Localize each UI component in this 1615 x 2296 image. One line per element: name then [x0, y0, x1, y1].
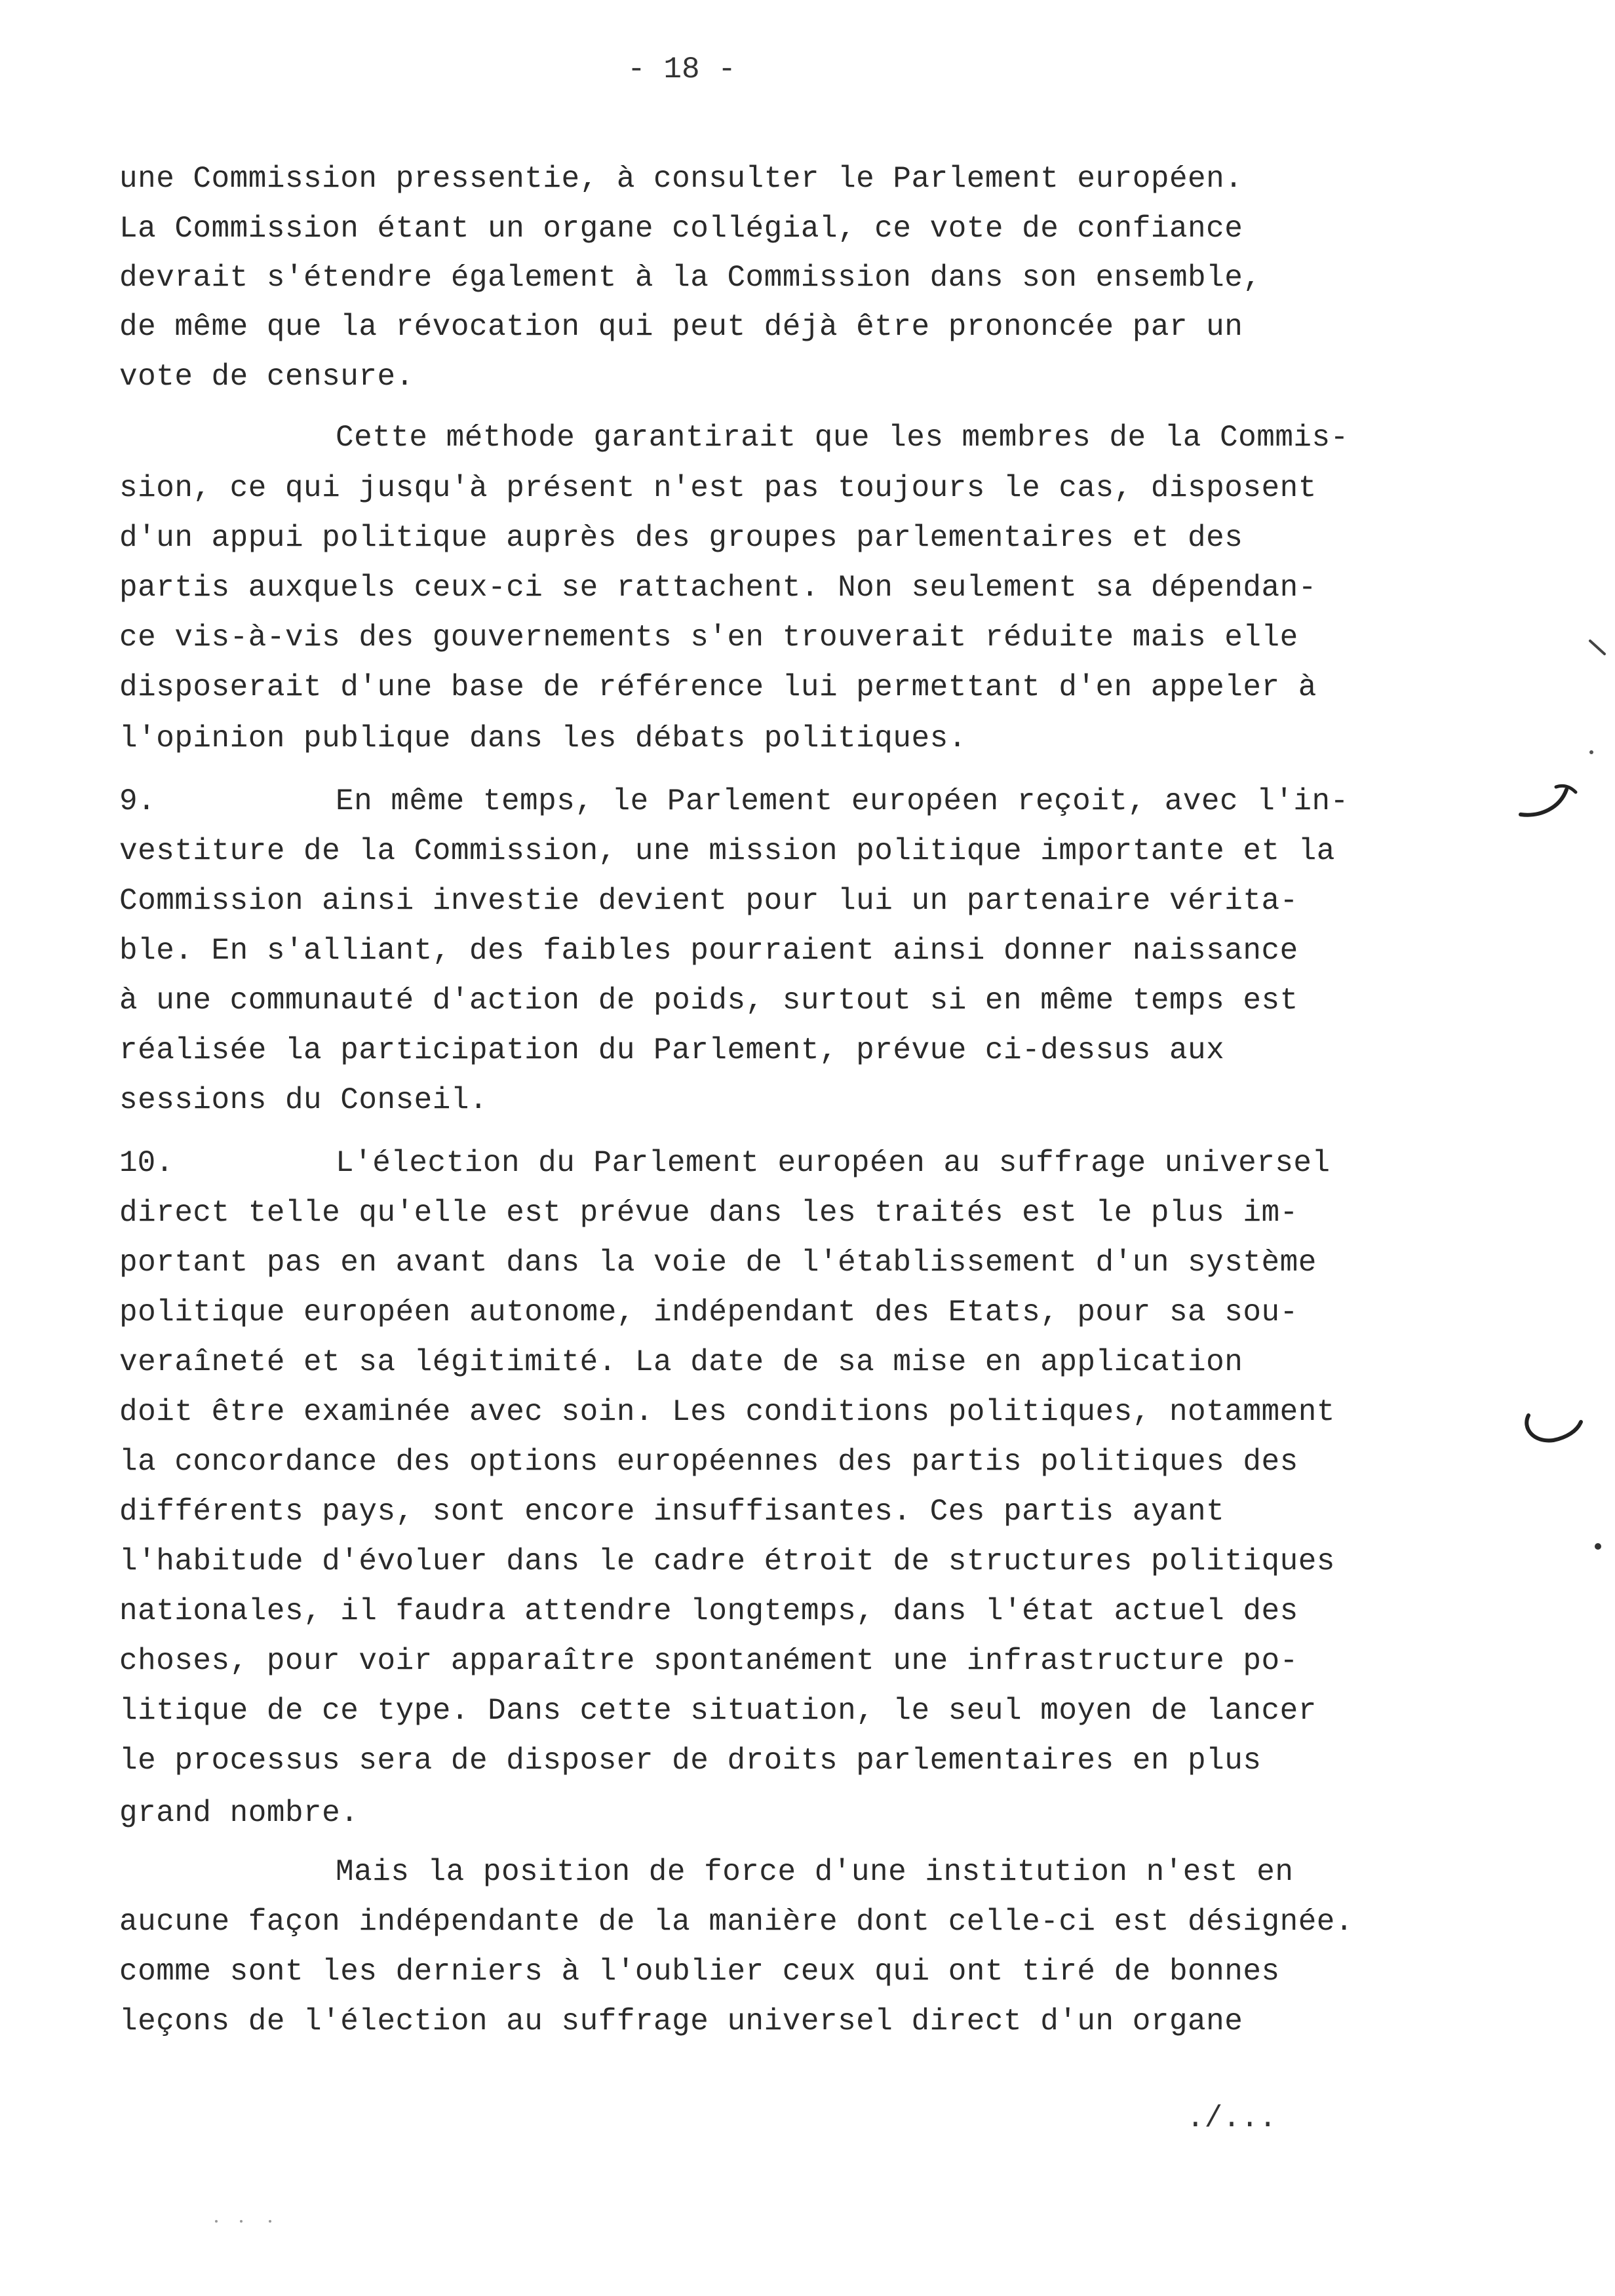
text-line: En même temps, le Parlement européen reçoit, avec l'in- — [336, 784, 1349, 818]
scan-specks-icon — [210, 2215, 288, 2228]
text-line: L'élection du Parlement européen au suffrage universel — [336, 1146, 1331, 1180]
text-line: Commission ainsi investie devient pour lui un partenaire vérita- — [119, 884, 1298, 918]
text-line: d'un appui politique auprès des groupes parlementaires et des — [119, 521, 1243, 555]
text-line: ble. En s'alliant, des faibles pourraient ainsi donner naissance — [119, 934, 1298, 968]
margin-mark-icon — [1586, 636, 1612, 662]
text-line: sessions du Conseil. — [119, 1083, 488, 1117]
text-line: aucune façon indépendante de la manière dont celle-ci est désignée. — [119, 1905, 1354, 1939]
paragraph-number: 10. — [119, 1146, 174, 1180]
text-line: de même que la révocation qui peut déjà être prononcée par un — [119, 310, 1243, 344]
text-line: partis auxquels ceux-ci se rattachent. Non seulement sa dépendan- — [119, 571, 1317, 605]
continuation-mark: ./... — [1186, 2101, 1277, 2135]
text-line: Cette méthode garantirait que les membres de la Commis- — [336, 421, 1349, 455]
text-line: doit être examinée avec soin. Les conditions politiques, notamment — [119, 1395, 1335, 1429]
text-line: réalisée la participation du Parlement, prévue ci-dessus aux — [119, 1033, 1225, 1067]
text-line: grand nombre. — [119, 1796, 359, 1830]
text-line: portant pas en avant dans la voie de l'établissement d'un système — [119, 1246, 1317, 1280]
text-line: différents pays, sont encore insuffisantes. Ces partis ayant — [119, 1495, 1225, 1529]
text-line: vestiture de la Commission, une mission politique importante et la — [119, 834, 1335, 868]
text-line: politique européen autonome, indépendant des Etats, pour sa sou- — [119, 1295, 1298, 1330]
text-line: comme sont les derniers à l'oublier ceux qui ont tiré de bonnes — [119, 1955, 1280, 1989]
text-line: l'opinion publique dans les débats politiques. — [119, 721, 967, 756]
text-line: la concordance des options européennes des partis politiques des — [119, 1445, 1298, 1479]
text-line: à une communauté d'action de poids, surtout si en même temps est — [119, 984, 1298, 1018]
text-line: direct telle qu'elle est prévue dans les traités est le plus im- — [119, 1196, 1298, 1230]
text-line: une Commission pressentie, à consulter le Parlement européen. — [119, 162, 1243, 196]
text-line: l'habitude d'évoluer dans le cadre étroit de structures politiques — [119, 1544, 1335, 1578]
paragraph-number: 9. — [119, 784, 156, 818]
text-line: vote de censure. — [119, 360, 414, 394]
margin-mark-icon — [1521, 1402, 1593, 1461]
margin-mark-icon — [1514, 770, 1586, 829]
margin-dot-icon — [1591, 1540, 1605, 1553]
text-line: le processus sera de disposer de droits parlementaires en plus — [119, 1744, 1262, 1778]
text-line: litique de ce type. Dans cette situation, le seul moyen de lancer — [119, 1694, 1317, 1728]
text-line: disposerait d'une base de référence lui permettant d'en appeler à — [119, 670, 1317, 704]
text-line: La Commission étant un organe collégial, ce vote de confiance — [119, 212, 1243, 246]
text-line: nationales, il faudra attendre longtemps, dans l'état actuel des — [119, 1594, 1298, 1628]
text-line: Mais la position de force d'une institution n'est en — [336, 1855, 1294, 1889]
text-line: sion, ce qui jusqu'à présent n'est pas toujours le cas, disposent — [119, 471, 1317, 505]
margin-dot-icon — [1585, 746, 1598, 759]
text-line: ce vis-à-vis des gouvernements s'en trouverait réduite mais elle — [119, 621, 1298, 655]
text-line: choses, pour voir apparaître spontanément une infrastructure po- — [119, 1644, 1298, 1678]
text-line: leçons de l'élection au suffrage universel direct d'un organe — [119, 2004, 1243, 2038]
page-number: - 18 - — [627, 52, 736, 86]
text-line: veraîneté et sa légitimité. La date de sa mise en application — [119, 1345, 1243, 1379]
text-line: devrait s'étendre également à la Commission dans son ensemble, — [119, 261, 1262, 295]
